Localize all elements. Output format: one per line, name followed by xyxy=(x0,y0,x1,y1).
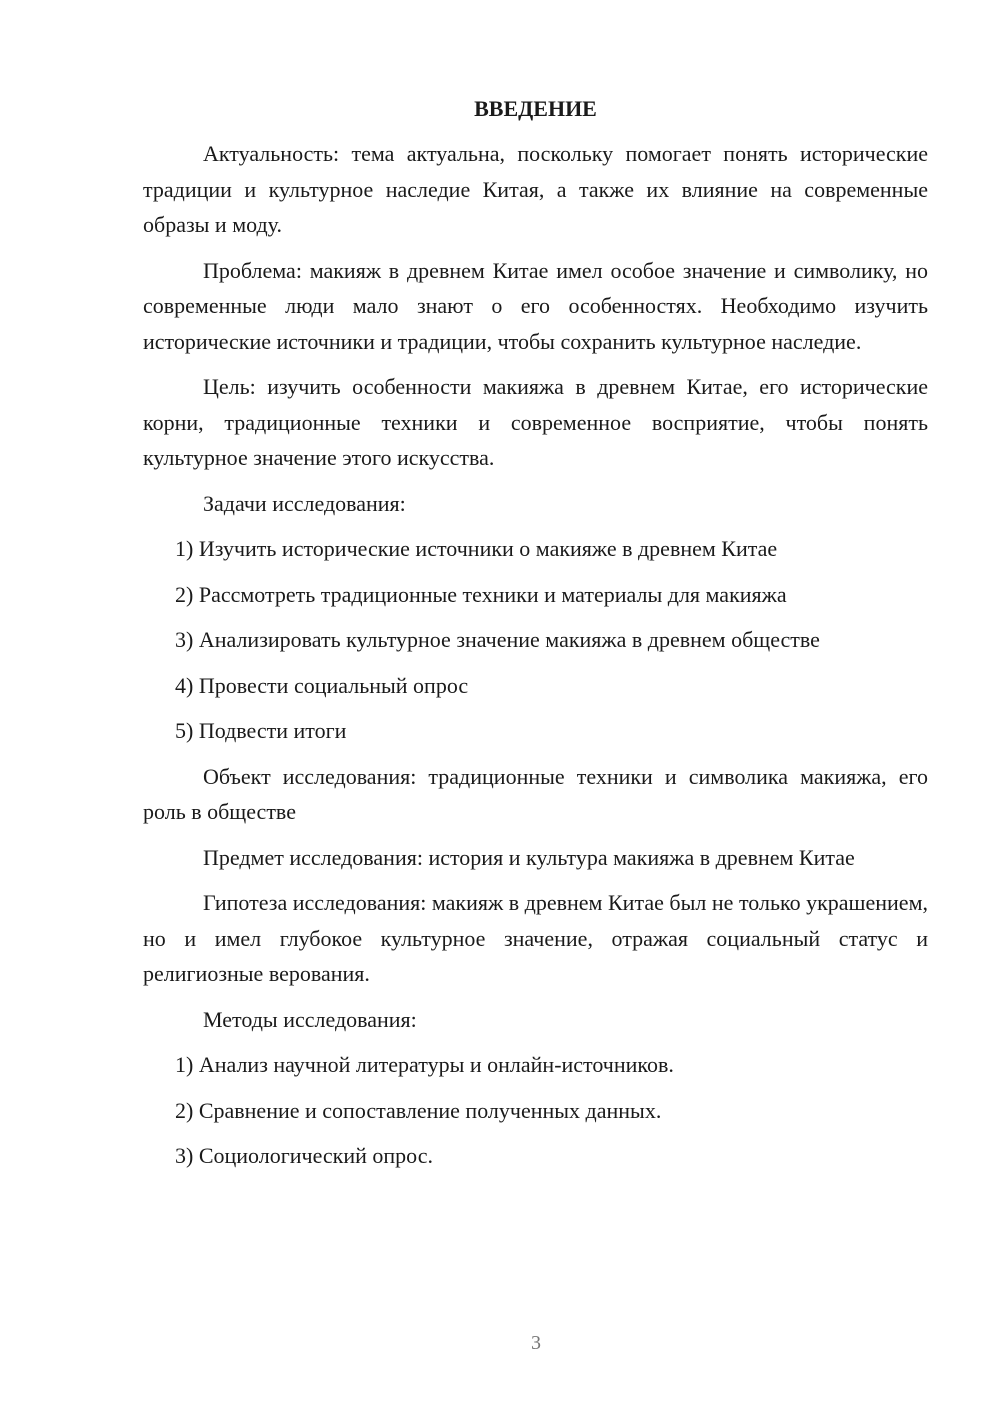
relevance-paragraph: Актуальность: тема актуальна, поскольку помогает понять исторические традиции и культурное наследие Китая, а также их влияние на современные образы и моду. xyxy=(143,141,928,237)
list-item-number: 2) xyxy=(175,581,194,607)
list-item-number: 3) xyxy=(175,627,194,652)
tasks-heading: Задачи исследования: xyxy=(203,490,406,516)
problem-paragraph: Проблема: макияж в древнем Китае имел особое значение и символику, но современные люди мало знают о его особенностях. Необходимо изучить исторические источники и традиции, чтобы сохранить культурное наследие. xyxy=(143,257,928,354)
list-item-text: Рассмотреть традиционные техники и материалы для макияжа xyxy=(198,581,787,607)
list-item xyxy=(143,1047,928,1083)
methods-list xyxy=(143,1047,928,1174)
goal-paragraph: Цель: изучить особенности макияжа в древнем Китае, его исторические корни, традиционные техники и современное восприятие, чтобы понять культурное значение этого искусства. xyxy=(143,374,928,470)
section-title: ВВЕДЕНИЕ xyxy=(474,96,597,121)
list-item-number: 1) xyxy=(175,1052,194,1077)
list-item-number: 2) xyxy=(175,1097,194,1123)
hypothesis-paragraph: Гипотеза исследования: макияж в древнем Китае был не только украшением, но и имел глубокое культурное значение, отражая социальный статус и религиозные верования. xyxy=(143,890,928,986)
subject-paragraph: Предмет исследования: история и культура макияжа в древнем Китае xyxy=(203,844,855,870)
list-item-text: Изучить исторические источники о макияже в древнем Китае xyxy=(198,536,778,561)
list-item-number: 5) xyxy=(175,718,194,743)
list-item xyxy=(143,668,928,704)
list-item xyxy=(143,622,928,658)
list-item xyxy=(143,713,928,749)
list-item xyxy=(143,1093,928,1129)
list-item-number: 1) xyxy=(175,536,194,561)
page-content xyxy=(143,90,928,1184)
list-item-text: Социологический опрос. xyxy=(198,1143,433,1168)
list-item-text: Провести социальный опрос xyxy=(198,672,469,698)
tasks-list xyxy=(143,531,928,749)
object-paragraph: Объект исследования: традиционные техники и символика макияжа, его роль в обществе xyxy=(143,763,928,824)
list-item xyxy=(143,531,928,567)
list-item xyxy=(143,577,928,613)
list-item-text: Сравнение и сопоставление полученных данных. xyxy=(198,1097,662,1123)
list-item-text: Анализ научной литературы и онлайн-источников. xyxy=(198,1052,674,1077)
list-item-text: Анализировать культурное значение макияжа в древнем обществе xyxy=(198,627,820,652)
methods-heading: Методы исследования: xyxy=(203,1006,417,1032)
list-item-text: Подвести итоги xyxy=(198,718,347,743)
page-number: 3 xyxy=(531,1332,541,1354)
list-item-number: 4) xyxy=(175,672,194,698)
list-item xyxy=(143,1138,928,1174)
list-item-number: 3) xyxy=(175,1143,194,1168)
